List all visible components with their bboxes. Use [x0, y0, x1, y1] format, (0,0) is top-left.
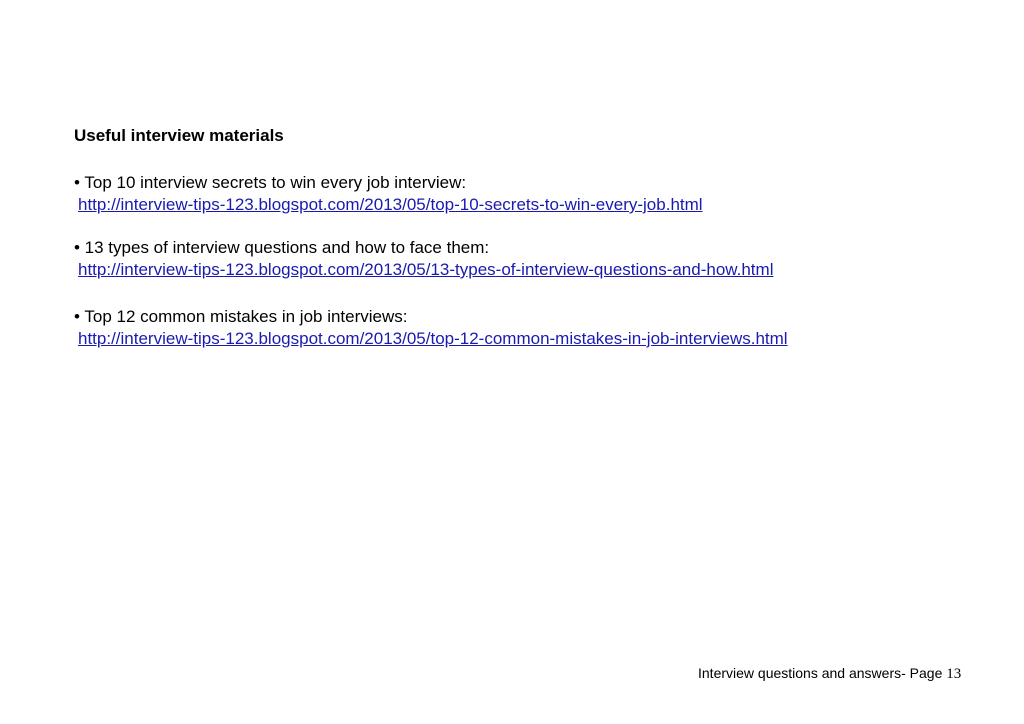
- list-item: [74, 172, 703, 216]
- list-item: [74, 306, 788, 350]
- list-item-text: • 13 types of interview questions and how to face them:: [74, 238, 490, 257]
- section-heading: Useful interview materials: [74, 126, 284, 145]
- page-footer: [698, 664, 961, 683]
- page-number: 13: [946, 666, 962, 682]
- footer-label: Interview questions and answers- Page: [698, 665, 943, 681]
- list-item-text: • Top 10 interview secrets to win every job interview:: [74, 173, 467, 192]
- list-item-link[interactable]: http://interview-tips-123.blogspot.com/2013/05/top-10-secrets-to-win-every-job.html: [78, 195, 703, 214]
- list-item: [74, 237, 773, 281]
- list-item-link[interactable]: http://interview-tips-123.blogspot.com/2013/05/13-types-of-interview-questions-and-how.html: [78, 260, 774, 279]
- list-item-link[interactable]: http://interview-tips-123.blogspot.com/2013/05/top-12-common-mistakes-in-job-interviews.html: [78, 329, 788, 348]
- list-item-text: • Top 12 common mistakes in job interviews:: [74, 307, 408, 326]
